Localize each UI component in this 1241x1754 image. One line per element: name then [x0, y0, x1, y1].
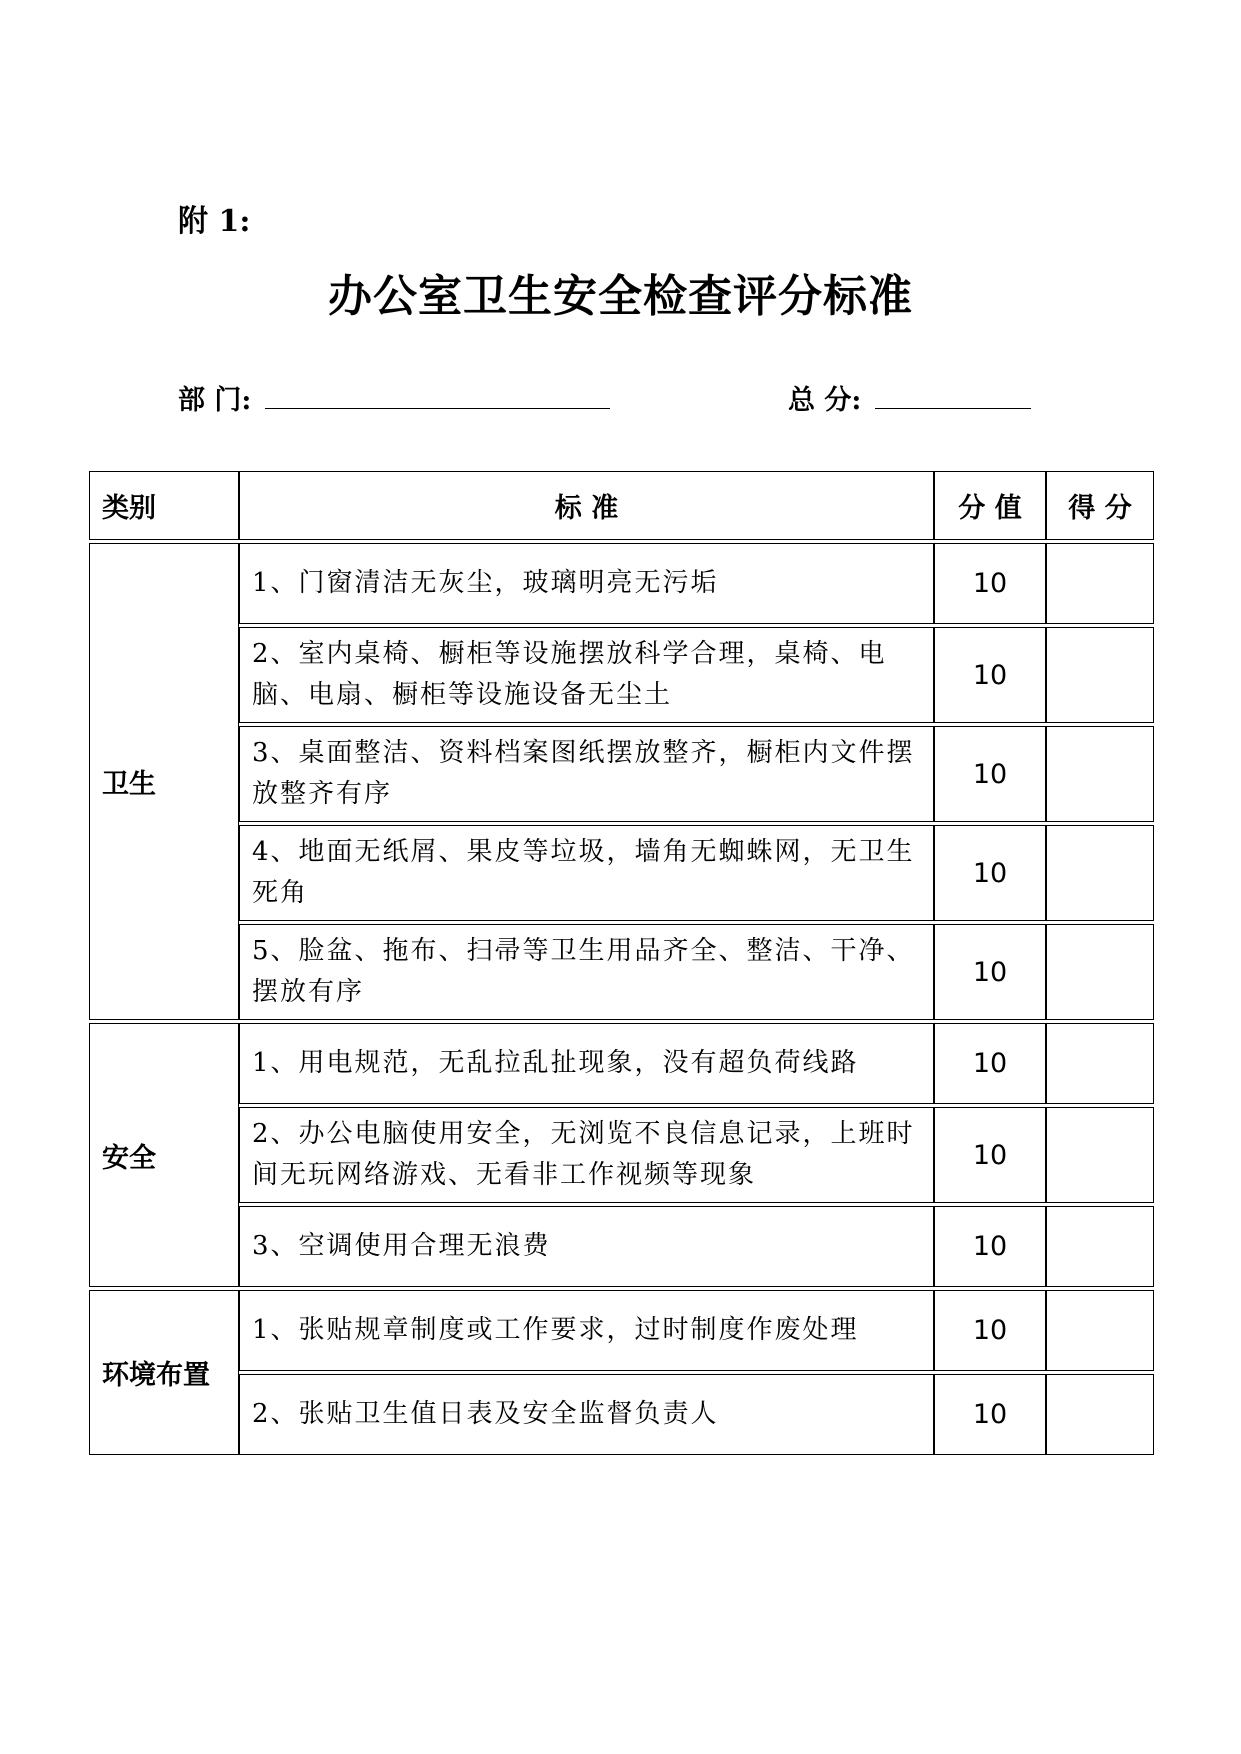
column-header-category: 类别 [89, 471, 239, 540]
attachment-label: 附 1: [178, 204, 251, 239]
points-cell: 10 [934, 1023, 1046, 1104]
standard-cell: 2、张贴卫生值日表及安全监督负责人 [239, 1374, 934, 1455]
category-safety: 安全 [89, 1023, 239, 1287]
score-cell[interactable] [1046, 627, 1154, 723]
points-cell: 10 [934, 1374, 1046, 1455]
score-cell[interactable] [1046, 1107, 1154, 1203]
table-body [89, 543, 1154, 1455]
standard-cell: 2、室内桌椅、橱柜等设施摆放科学合理，桌椅、电脑、电扇、橱柜等设施设备无尘土 [239, 627, 934, 723]
score-cell[interactable] [1046, 924, 1154, 1020]
score-cell[interactable] [1046, 1374, 1154, 1455]
document-title: 办公室卫生安全检查评分标准 [328, 271, 913, 322]
table-row [89, 627, 1154, 723]
total-score-field [788, 378, 1031, 417]
points-cell: 10 [934, 543, 1046, 624]
score-cell[interactable] [1046, 1023, 1154, 1104]
category-environment: 环境布置 [89, 1290, 239, 1455]
standard-cell: 2、办公电脑使用安全，无浏览不良信息记录，上班时间无玩网络游戏、无看非工作视频等现象 [239, 1107, 934, 1203]
score-cell[interactable] [1046, 543, 1154, 624]
total-score-blank[interactable] [875, 384, 1031, 409]
table-row [89, 1206, 1154, 1287]
score-cell[interactable] [1046, 825, 1154, 921]
points-cell: 10 [934, 1206, 1046, 1287]
total-score-label: 总 分: [788, 385, 862, 416]
points-cell: 10 [934, 924, 1046, 1020]
table-row [89, 924, 1154, 1020]
standard-cell: 1、张贴规章制度或工作要求，过时制度作废处理 [239, 1290, 934, 1371]
table-row [89, 1023, 1154, 1104]
points-cell: 10 [934, 726, 1046, 822]
score-cell[interactable] [1046, 726, 1154, 822]
points-cell: 10 [934, 825, 1046, 921]
scoring-table [89, 468, 1154, 1458]
standard-cell: 1、门窗清洁无灰尘，玻璃明亮无污垢 [239, 543, 934, 624]
standard-cell: 1、用电规范，无乱拉乱扯现象，没有超负荷线路 [239, 1023, 934, 1104]
table-row [89, 1290, 1154, 1371]
department-blank[interactable] [265, 384, 610, 409]
standard-cell: 5、脸盆、拖布、扫帚等卫生用品齐全、整洁、干净、摆放有序 [239, 924, 934, 1020]
standard-cell: 3、空调使用合理无浪费 [239, 1206, 934, 1287]
standard-cell: 4、地面无纸屑、果皮等垃圾，墙角无蜘蛛网，无卫生死角 [239, 825, 934, 921]
column-header-score: 得 分 [1046, 471, 1154, 540]
points-cell: 10 [934, 1107, 1046, 1203]
table-row [89, 1107, 1154, 1203]
table-row [89, 825, 1154, 921]
column-header-points: 分 值 [934, 471, 1046, 540]
points-cell: 10 [934, 1290, 1046, 1371]
table-header-row [89, 471, 1154, 540]
department-label: 部 门: [178, 385, 252, 416]
column-header-standard: 标 准 [239, 471, 934, 540]
category-hygiene: 卫生 [89, 543, 239, 1020]
standard-cell: 3、桌面整洁、资料档案图纸摆放整齐，橱柜内文件摆放整齐有序 [239, 726, 934, 822]
table-row [89, 1374, 1154, 1455]
points-cell: 10 [934, 627, 1046, 723]
department-field [178, 378, 610, 417]
score-cell[interactable] [1046, 1290, 1154, 1371]
table-row [89, 726, 1154, 822]
table-row [89, 543, 1154, 624]
score-cell[interactable] [1046, 1206, 1154, 1287]
